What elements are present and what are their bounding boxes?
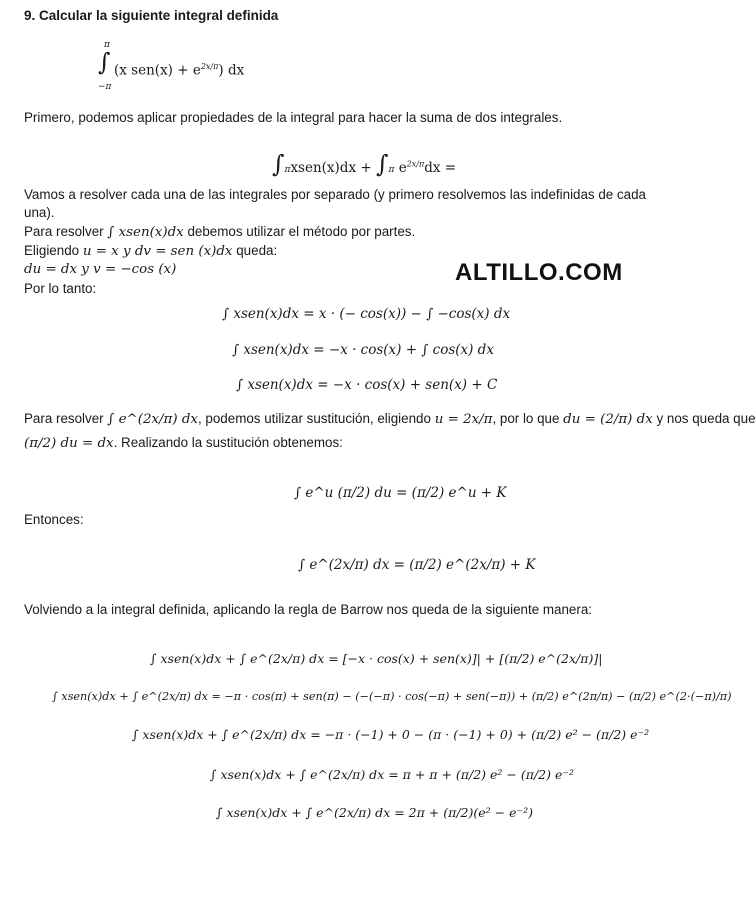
- paragraph-7: Para resolver ∫ e^(2x/π) dx, podemos utilizar sustitución, eligiendo u = 2x/π, por lo que du = (2/π) dx y nos queda que: [24, 411, 756, 427]
- paragraph-2b: una).: [24, 205, 55, 220]
- integral-sign: ∫: [98, 48, 111, 76]
- paragraph-1: Primero, podemos aplicar propiedades de la integral para hacer la suma de dos integrales.: [24, 110, 563, 125]
- paragraph-3: Para resolver ∫ xsen(x)dx debemos utilizar el método por partes.: [24, 224, 416, 240]
- paragraph-6: Por lo tanto:: [24, 281, 97, 296]
- parts-line-3: ∫ xsen(x)dx = −x · cos(x) + sen(x) + C: [236, 377, 498, 393]
- parts-line-2: ∫ xsen(x)dx = −x · cos(x) + ∫ cos(x) dx: [232, 342, 494, 358]
- sum-integrals: ∫πxsen(x)dx + ∫π $e^{2x/\pi}dx$ =: [272, 150, 457, 178]
- paragraph-10: Volviendo a la integral definida, aplicando la regla de Barrow nos queda de la siguiente manera:: [24, 602, 592, 617]
- barrow-line-4: ∫ xsen(x)dx + ∫ e^(2x/π) dx = π + π + (π/2) e² − (π/2) e⁻²: [210, 767, 574, 782]
- upper-limit: π: [104, 40, 110, 50]
- parts-line-1: ∫ xsen(x)dx = x · (− cos(x)) − ∫ −cos(x) dx: [222, 306, 511, 322]
- integrand: (x $sen(x) + e^{2x/\pi}$) dx: [114, 62, 245, 79]
- paragraph-2: Vamos a resolver cada una de las integrales por separado (y primero resolvemos las indefinidas de cada: [24, 187, 647, 202]
- paragraph-8: (π/2) du = dx. Realizando la sustitución obtenemos:: [24, 435, 343, 451]
- paragraph-4: Eligiendo u = x y dv = sen (x)dx queda:: [24, 243, 278, 259]
- barrow-line-3: ∫ xsen(x)dx + ∫ e^(2x/π) dx = −π · (−1) + 0 − (π · (−1) + 0) + (π/2) e² − (π/2) e⁻²: [132, 727, 650, 742]
- barrow-line-5: ∫ xsen(x)dx + ∫ e^(2x/π) dx = 2π + (π/2)(e² − e⁻²): [216, 805, 533, 820]
- substitution-result: ∫ e^u (π/2) du = (π/2) e^u + K: [294, 485, 507, 501]
- barrow-line-1: ∫ xsen(x)dx + ∫ e^(2x/π) dx = [−x · cos(x) + sen(x)]| + [(π/2) e^(2x/π)]|: [150, 651, 603, 666]
- du-line: du = dx y v = −cos (x): [24, 262, 177, 277]
- watermark: ALTILLO.COM: [455, 259, 623, 286]
- paragraph-9: Entonces:: [24, 512, 84, 527]
- lower-limit: −π: [98, 82, 112, 92]
- exercise-title: 9. Calcular la siguiente integral definida: [24, 8, 279, 23]
- barrow-line-2: ∫ xsen(x)dx + ∫ e^(2x/π) dx = −π · cos(π) + sen(π) − (−(−π) · cos(−π) + sen(−π)) + (π/2) e^(2π/π) − (π/2) e^(2·(−π)/π): [52, 690, 732, 703]
- exp-integral-result: ∫ e^(2x/π) dx = (π/2) e^(2x/π) + K: [298, 557, 536, 573]
